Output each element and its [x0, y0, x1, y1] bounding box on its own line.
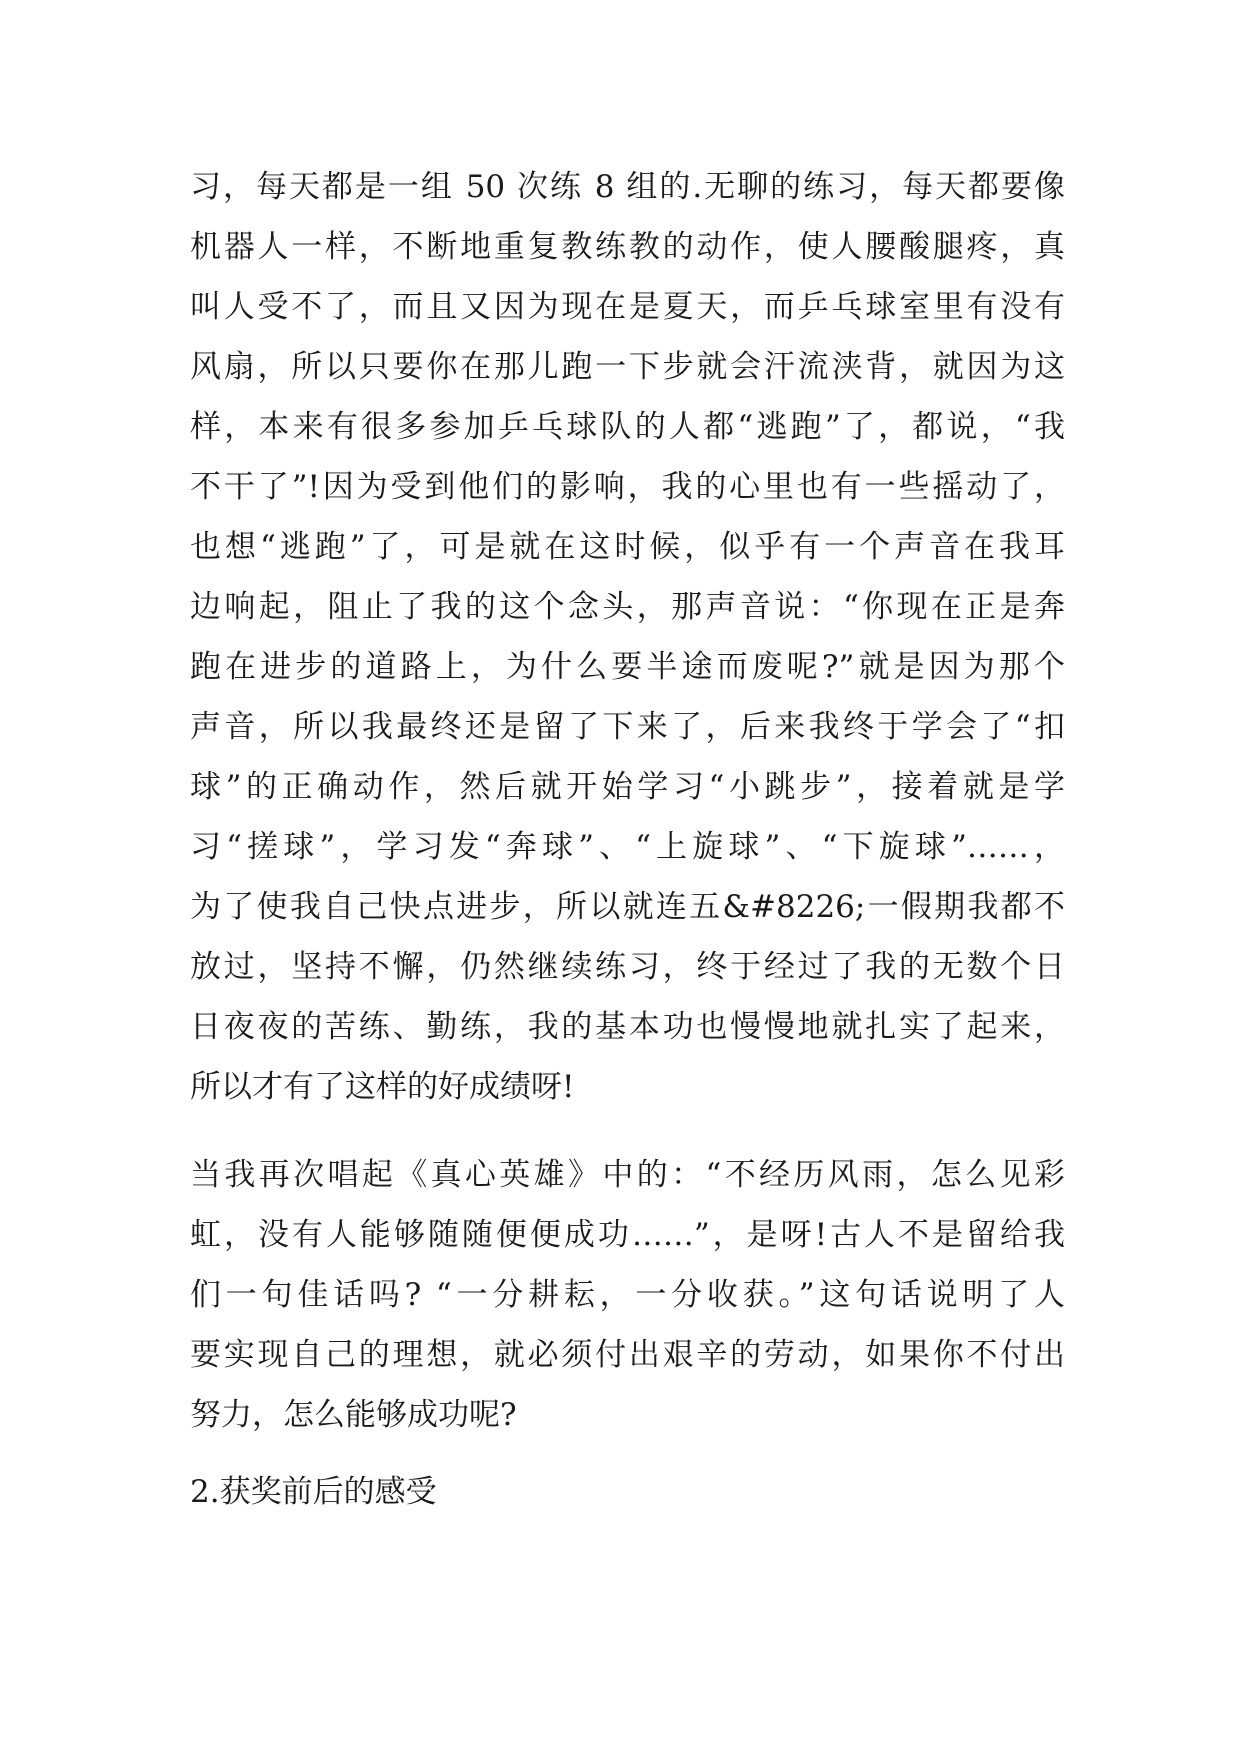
- paragraph-practice: [190, 157, 1065, 1117]
- paragraph-line: 要实现自己的理想，就必须付出艰辛的劳动，如果你不付出: [190, 1337, 1065, 1373]
- paragraph-reflection: [190, 1145, 1065, 1445]
- paragraph-line: 虹，没有人能够随随便便成功……”，是呀!古人不是留给我: [190, 1217, 1065, 1253]
- paragraph-line: 们一句佳话吗? “一分耕耘，一分收获。”这句话说明了人: [190, 1277, 1065, 1313]
- paragraph-line: 跑在进步的道路上，为什么要半途而废呢?”就是因为那个: [190, 649, 1065, 685]
- paragraph-line: 球”的正确动作，然后就开始学习“小跳步”，接着就是学: [190, 769, 1065, 805]
- paragraph-line: 习，每天都是一组 50 次练 8 组的.无聊的练习，每天都要像: [190, 169, 1065, 205]
- paragraph-line: 不干了”!因为受到他们的影响，我的心里也有一些摇动了，: [190, 469, 1065, 505]
- paragraph-line: 风扇，所以只要你在那儿跑一下步就会汗流浃背，就因为这: [190, 349, 1065, 385]
- paragraph-line: 所以才有了这样的好成绩呀!: [190, 1069, 575, 1105]
- paragraph-line: 当我再次唱起《真心英雄》中的：“不经历风雨，怎么见彩: [190, 1157, 1065, 1193]
- paragraph-line: 日夜夜的苦练、勤练，我的基本功也慢慢地就扎实了起来，: [190, 1009, 1065, 1045]
- paragraph-line: 样，本来有很多参加乒乓球队的人都“逃跑”了，都说，“我: [190, 409, 1065, 445]
- section-heading: [190, 1462, 1065, 1522]
- paragraph-line: 放过，坚持不懈，仍然继续练习，终于经过了我的无数个日: [190, 949, 1065, 985]
- paragraph-line: 习“搓球”，学习发“奔球”、“上旋球”、“下旋球”……，: [190, 829, 1065, 865]
- paragraph-line: 努力，怎么能够成功呢?: [190, 1397, 517, 1433]
- paragraph-line: 声音，所以我最终还是留了下来了，后来我终于学会了“扣: [190, 709, 1065, 745]
- paragraph-line: 叫人受不了，而且又因为现在是夏天，而乒乓球室里有没有: [190, 289, 1065, 325]
- paragraph-line: 为了使我自己快点进步，所以就连五&#8226;一假期我都不: [190, 889, 1065, 925]
- section-heading-text: 2.获奖前后的感受: [190, 1474, 437, 1510]
- paragraph-line: 机器人一样，不断地重复教练教的动作，使人腰酸腿疼，真: [190, 229, 1065, 265]
- paragraph-line: 也想“逃跑”了，可是就在这时候，似乎有一个声音在我耳: [190, 529, 1065, 565]
- paragraph-line: 边响起，阻止了我的这个念头，那声音说：“你现在正是奔: [190, 589, 1065, 625]
